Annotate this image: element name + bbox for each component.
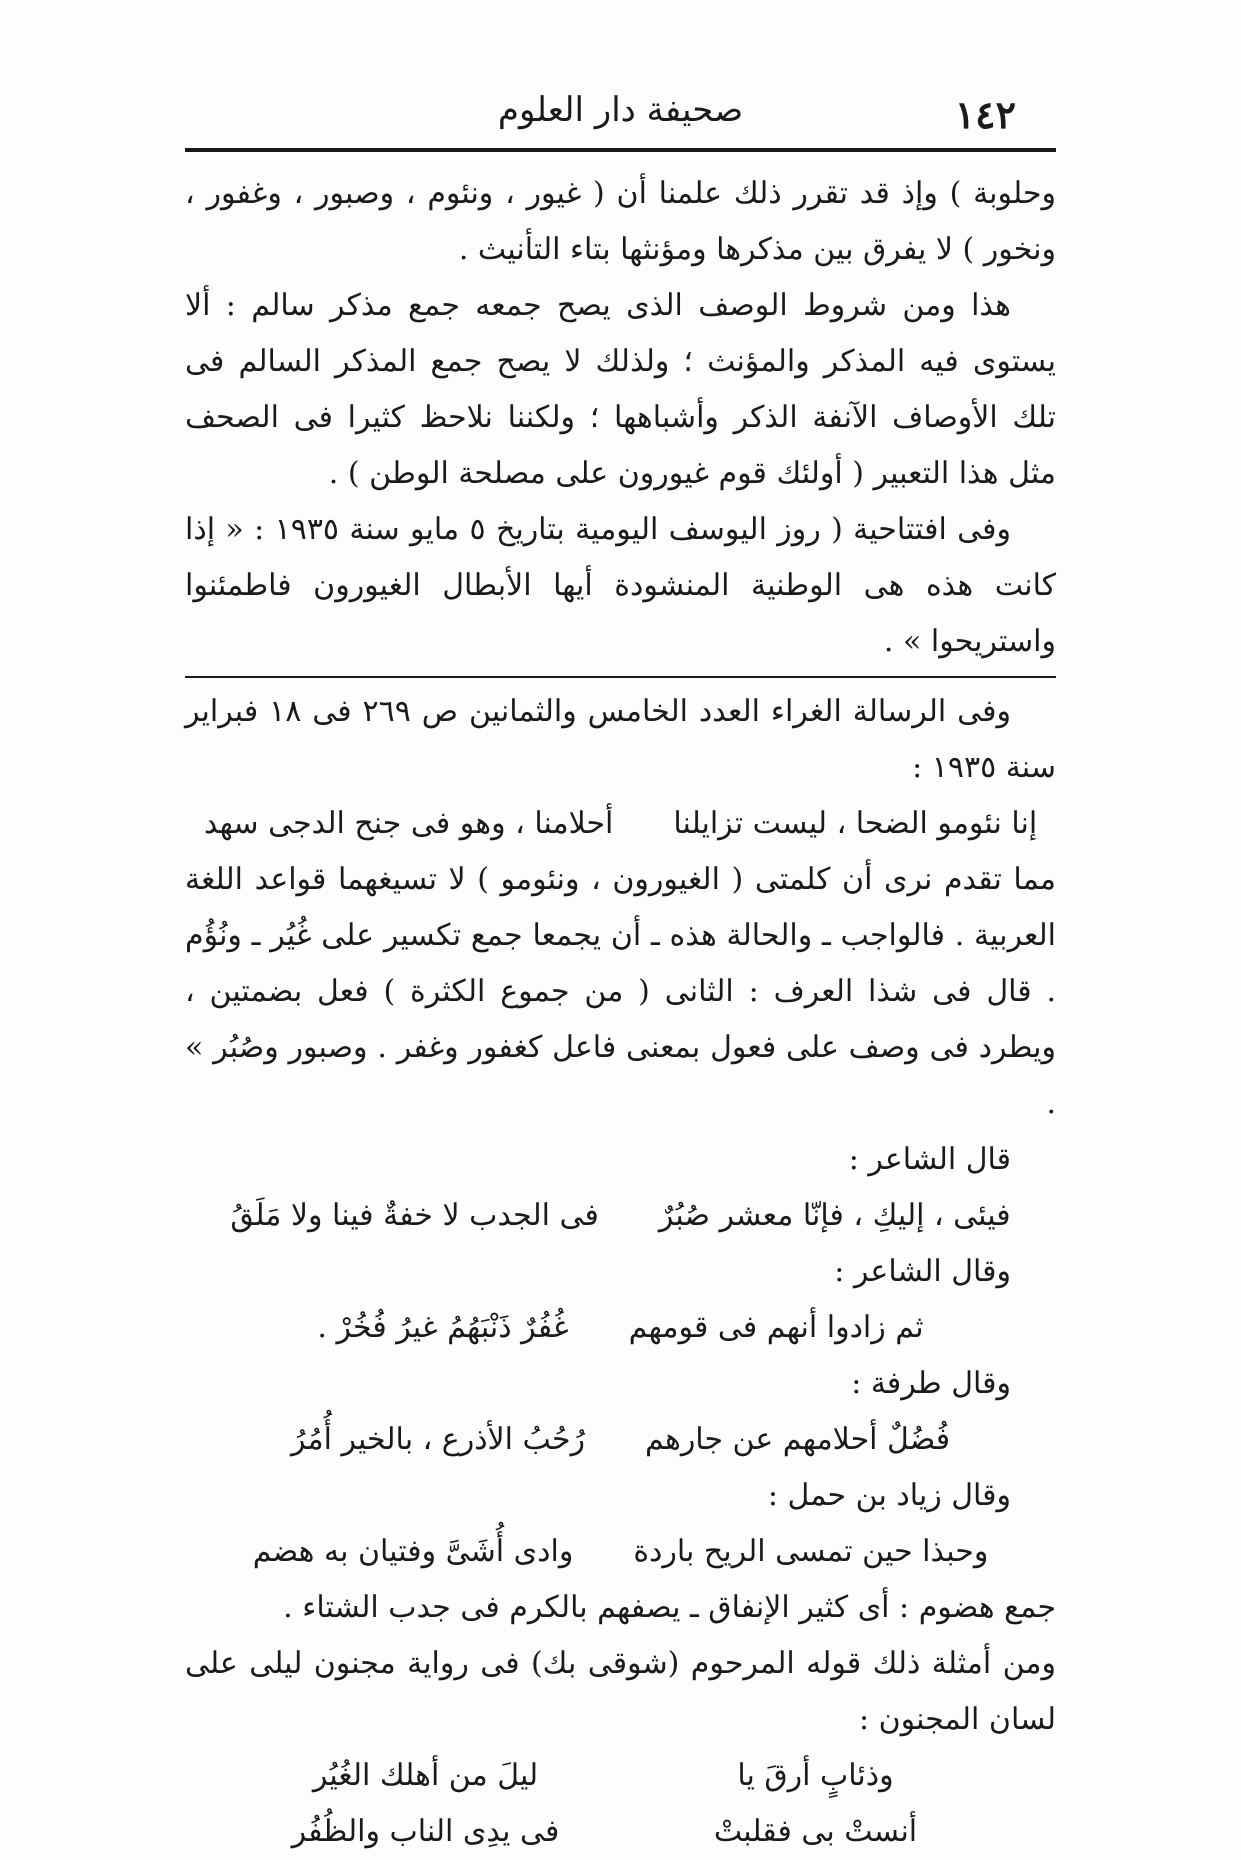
poet-label-3: وقال طرفة : [851, 1366, 1011, 1401]
page-header [185, 80, 1056, 140]
header-rule [185, 148, 1056, 152]
verse-2-first-hemistich: فيئى ، إليكِ ، فإنّا معشر صُبُرٌ [658, 1198, 1011, 1233]
verse-6-first-hemistich: وذئابٍ أرقَ يا [737, 1758, 894, 1793]
paragraph-2: هذا ومن شروط الوصف الذى يصح جمعه جمع مذكر سالم : ألا يستوى فيه المذكر والمؤنث ؛ ولذلك لا يصح جمع المذكر السالم فى تلك الأوصاف الآنفة الذكر وأشباهها ؛ ولكننا نلاحظ كثيرا فى الصحف مثل هذا التعبير ( أولئك قوم غيورون على مصلحة الوطن ) . [185, 288, 1056, 491]
verse-3-second-hemistich: غُفُرٌ ذَنْبَهُمُ غيرُ فُخُرْ . [317, 1310, 569, 1345]
paragraph-6: جمع هضوم : أى كثير الإنفاق ـ يصفهم بالكرم فى جدب الشتاء . [283, 1590, 1056, 1625]
verse-7-second-hemistich: فى يدِى الناب والظُفُر [291, 1814, 560, 1849]
verse-3-first-hemistich: ثم زادوا أنهم فى قومهم [628, 1310, 924, 1345]
running-title: صحيفة دار العلوم [497, 90, 744, 130]
paragraph-3: وفى افتتاحية ( روز اليوسف اليومية بتاريخ ٥ مايو سنة ١٩٣٥ : « إذا كانت هذه هى الوطنية المنشودة أيها الأبطال الغيورون فاطمئنوا واستريحوا » . [185, 512, 1056, 659]
paragraph-1: وحلوبة ) وإذ قد تقرر ذلك علمنا أن ( غيور ، ونئوم ، وصبور ، وغفور ، ونخور ) لا يفرق بين مذكرها ومؤنثها بتاء التأنيث . [185, 176, 1056, 267]
verse-6 [185, 1748, 1056, 1804]
paragraph-4: وفى الرسالة الغراء العدد الخامس والثمانين ص ٢٦٩ فى ١٨ فبراير سنة ١٩٣٥ : [185, 676, 1056, 796]
verse-7-first-hemistich: أنستْ بى فقلبتْ [713, 1814, 918, 1849]
verse-1-first-hemistich: إنا نئومو الضحا ، ليست تزايلنا [673, 806, 1038, 841]
poet-label-4: وقال زياد بن حمل : [767, 1478, 1011, 1513]
verse-6-second-hemistich: ليلَ من أهلك الغُيُر [312, 1758, 539, 1793]
verse-7 [185, 1804, 1056, 1860]
page-body [185, 166, 1056, 1860]
paragraph-5: مما تقدم نرى أن كلمتى ( الغيورون ، ونئومو ) لا تسيغهما قواعد اللغة العربية . فالواجب ـ والحالة هذه ـ أن يجمعا جمع تكسير على غُيُر ـ ونُؤُم . قال فى شذا العرف : الثانى ( من جموع الكثرة ) فعل بضمتين ، ويطرد فى وصف على فعول بمعنى فاعل كغفور وغفر . وصبور وصُبُر » . [185, 862, 1056, 1121]
verse-3 [185, 1300, 1056, 1356]
verse-2-second-hemistich: فى الجدب لا خفةٌ فينا ولا مَلَقُ [230, 1198, 599, 1233]
page-number: ١٤٢ [954, 92, 1016, 137]
verse-4-second-hemistich: رُحُبُ الأذرع ، بالخير أُمُرُ [290, 1422, 586, 1457]
verse-4 [185, 1412, 1056, 1468]
verse-5 [185, 1524, 1056, 1580]
paragraph-7: ومن أمثلة ذلك قوله المرحوم (شوقى بك) فى رواية مجنون ليلى على لسان المجنون : [185, 1646, 1056, 1737]
verse-4-first-hemistich: فُضُلٌ أحلامهم عن جارهم [645, 1422, 951, 1457]
poet-label-1: قال الشاعر : [848, 1142, 1011, 1177]
verse-1 [185, 796, 1056, 852]
poet-label-2: وقال الشاعر : [834, 1254, 1011, 1289]
verse-5-second-hemistich: وادى أُشَىَّ وفتيان به هضم [252, 1534, 574, 1569]
verse-5-first-hemistich: وحبذا حين تمسى الريح باردة [633, 1534, 989, 1569]
verse-2 [185, 1188, 1056, 1244]
verse-1-second-hemistich: أحلامنا ، وهو فى جنح الدجى سهد [203, 806, 614, 841]
